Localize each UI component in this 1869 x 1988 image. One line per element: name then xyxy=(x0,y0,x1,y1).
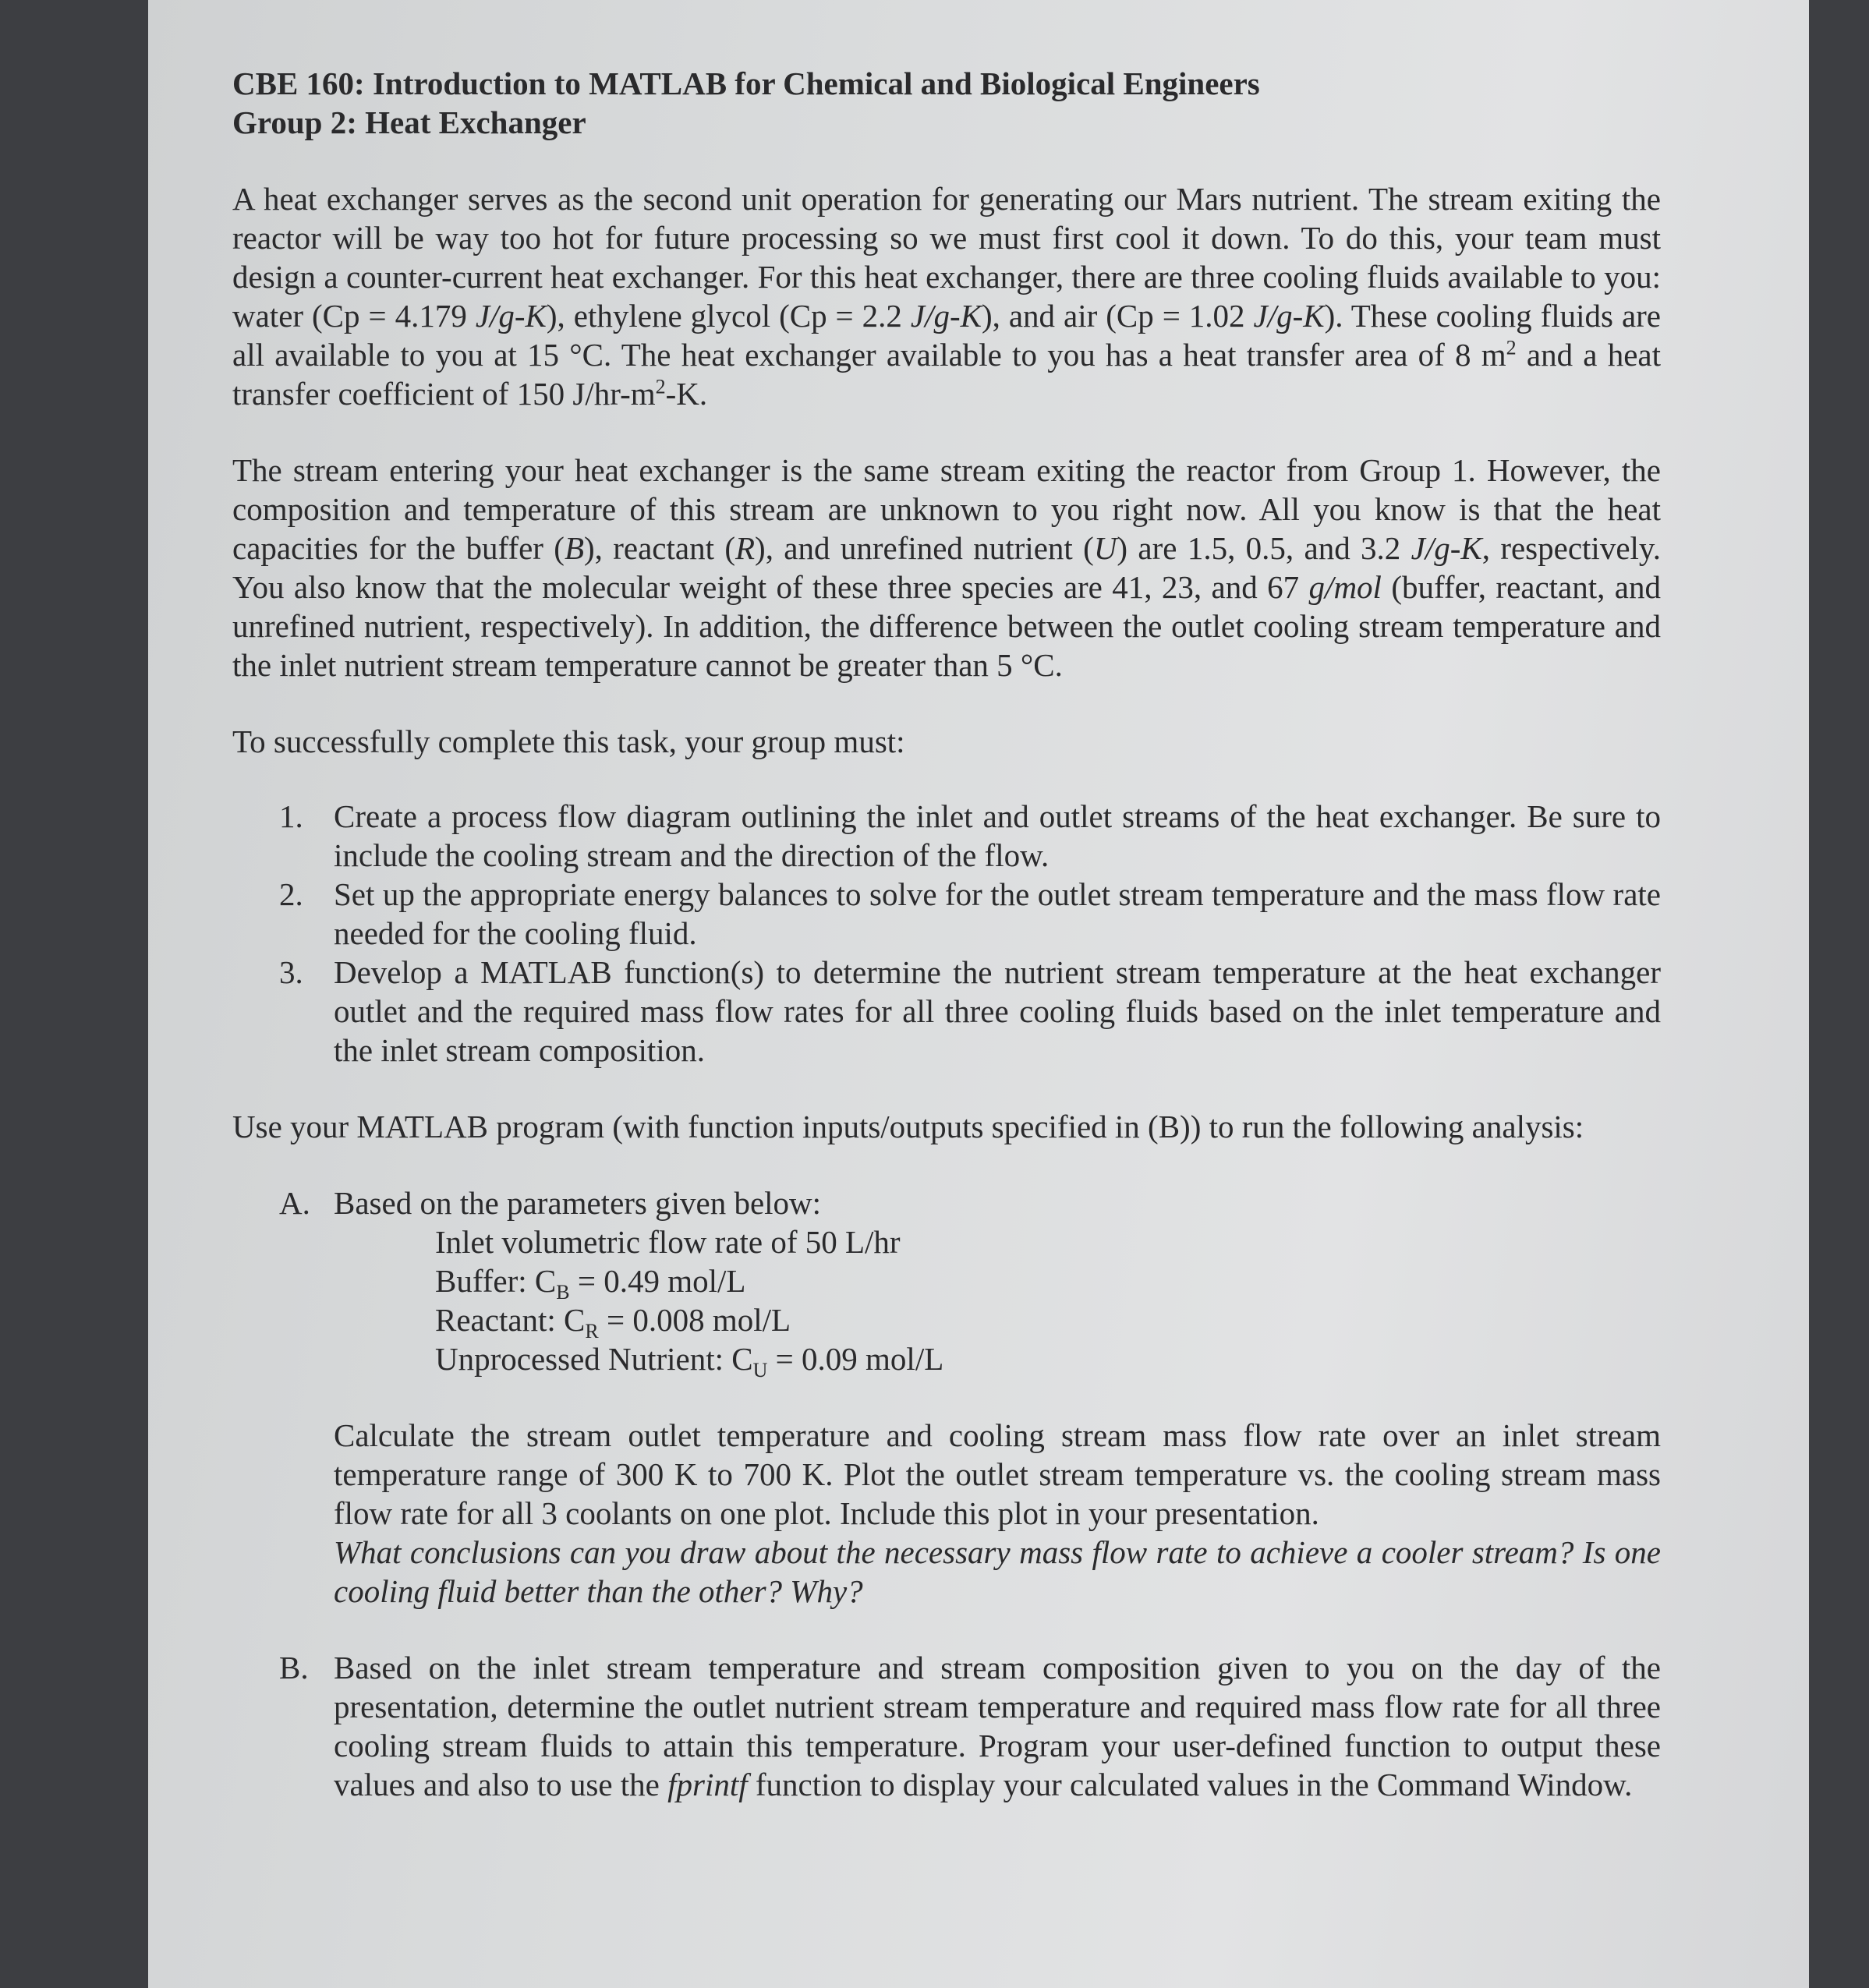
stream-text-4: ) are 1.5, 0.5, and 3.2 xyxy=(1117,530,1411,566)
param-reactant-sub: R xyxy=(585,1320,599,1343)
intro-text-4: ). These cooling fluids are all available to you at 15 °C. The heat exchanger available to you has a heat transfer area of 8 m xyxy=(232,298,1661,373)
stream-unit-1: J/g-K xyxy=(1411,530,1482,566)
list-item-text: Create a process flow diagram outlining the inlet and outlet streams of the heat exchanger. Be sure to include the cooling stream and the direction of the flow. xyxy=(334,798,1661,873)
param-buffer-sub: B xyxy=(556,1281,570,1304)
part-a-lead: Based on the parameters given below: xyxy=(334,1185,822,1221)
intro-text-3: ), and air (Cp = 1.02 xyxy=(981,298,1254,334)
part-b-label: B. xyxy=(279,1650,309,1686)
stream-text-2: ), reactant ( xyxy=(584,530,735,566)
stream-text-1: The stream entering your heat exchanger is the same stream exiting the reactor from Group 1. However, the composition and temperature of this stream are unknown to you right now. All you know is that the heat capacities for the buffer ( xyxy=(232,452,1661,566)
part-b-text-1: Based on the inlet stream temperature and stream composition given to you on the day of the presentation, determine the outlet nutrient stream temperature and required mass flow rate for all three cooling stream fluids to attain this temperature. Program your user-defined function to output these values and also to use the xyxy=(334,1650,1661,1802)
param-flow-rate: Inlet volumetric flow rate of 50 L/hr xyxy=(435,1224,901,1260)
stream-text-6: (buffer, reactant, and unrefined nutrient, respectively). In addition, the difference between the outlet cooling stream temperature and the inlet nutrient stream temperature cannot be greater than 5 °C. xyxy=(232,569,1661,683)
param-buffer xyxy=(435,1261,1661,1304)
intro-text-1: A heat exchanger serves as the second unit operation for generating our Mars nutrient. The stream exiting the reactor will be way too hot for future processing so we must first cool it down. To do this, your team must design a counter-current heat exchanger. For this heat exchanger, there are three cooling fluids available to you: water (Cp = 4.179 xyxy=(232,181,1661,334)
list-item xyxy=(279,875,1661,953)
task-intro: To successfully complete this task, your group must: xyxy=(232,723,905,759)
param-reactant-label: Reactant: C xyxy=(435,1302,586,1338)
param-nutrient-value: = 0.09 mol/L xyxy=(767,1341,944,1377)
param-nutrient xyxy=(435,1339,1661,1382)
stream-buffer-symbol: B xyxy=(564,530,585,566)
list-item xyxy=(279,953,1661,1070)
part-b-text-2: function to display your calculated values in the Command Window. xyxy=(747,1767,1633,1802)
stream-text-5: , respectively. You also know that the molecular weight of these three species are 41, 23, and 67 xyxy=(232,530,1661,605)
intro-unit-3: J/g-K xyxy=(1253,298,1325,334)
group-title: Group 2: Heat Exchanger xyxy=(232,104,586,140)
intro-paragraph xyxy=(232,179,1661,413)
intro-text-5: and a heat transfer coefficient of 150 J/hr-m xyxy=(232,337,1661,412)
intro-superscript-1: 2 xyxy=(1506,336,1517,359)
list-item-text: Set up the appropriate energy balances to solve for the outlet stream temperature and the mass flow rate needed for the cooling fluid. xyxy=(334,876,1661,951)
param-reactant xyxy=(435,1300,1661,1343)
list-item-number: 1. xyxy=(279,798,303,834)
part-a xyxy=(279,1183,1661,1611)
intro-superscript-2: 2 xyxy=(655,375,666,398)
analysis-list xyxy=(279,1183,1661,1804)
intro-text-2: ), ethylene glycol (Cp = 2.2 xyxy=(546,298,911,334)
part-a-question: What conclusions can you draw about the necessary mass flow rate to achieve a cooler stream? Is one cooling fluid better than the other? Why? xyxy=(334,1534,1661,1609)
param-nutrient-sub: U xyxy=(752,1359,768,1382)
intro-unit-2: J/g-K xyxy=(910,298,982,334)
list-item-number: 2. xyxy=(279,876,303,912)
param-reactant-value: = 0.008 mol/L xyxy=(598,1302,791,1338)
param-buffer-value: = 0.49 mol/L xyxy=(569,1263,746,1299)
intro-text-6: -K. xyxy=(665,376,708,412)
list-item-number: 3. xyxy=(279,954,303,990)
intro-unit-1: J/g-K xyxy=(475,298,547,334)
stream-nutrient-symbol: U xyxy=(1093,530,1117,566)
part-a-calc: Calculate the stream outlet temperature and cooling stream mass flow rate over an inlet stream temperature range of 300 K to 700 K. Plot the outlet stream temperature vs. the cooling stream mass flow rate for all 3 coolants on one plot. Include this plot in your presentation. xyxy=(334,1417,1661,1531)
stream-unit-2: g/mol xyxy=(1308,569,1382,605)
document-page xyxy=(148,0,1809,1988)
analysis-intro: Use your MATLAB program (with function inputs/outputs specified in (B)) to run the following analysis: xyxy=(232,1109,1584,1144)
param-nutrient-label: Unprocessed Nutrient: C xyxy=(435,1341,753,1377)
part-b-function-name: fprintf xyxy=(667,1767,748,1802)
parameter-list xyxy=(334,1222,1661,1382)
param-buffer-label: Buffer: C xyxy=(435,1263,557,1299)
list-item xyxy=(279,797,1661,875)
stream-paragraph xyxy=(232,451,1661,684)
task-list xyxy=(279,797,1661,1070)
list-item-text: Develop a MATLAB function(s) to determine the nutrient stream temperature at the heat exchanger outlet and the required mass flow rates for all three cooling fluids based on the inlet temperature and the inlet stream composition. xyxy=(334,954,1661,1068)
part-b-text xyxy=(334,1648,1661,1804)
document-content xyxy=(232,64,1661,1804)
stream-reactant-symbol: R xyxy=(735,530,756,566)
stream-text-3: ), and unrefined nutrient ( xyxy=(755,530,1094,566)
course-title: CBE 160: Introduction to MATLAB for Chemical and Biological Engineers xyxy=(232,65,1260,101)
part-b xyxy=(279,1648,1661,1804)
part-a-label: A. xyxy=(279,1185,310,1221)
